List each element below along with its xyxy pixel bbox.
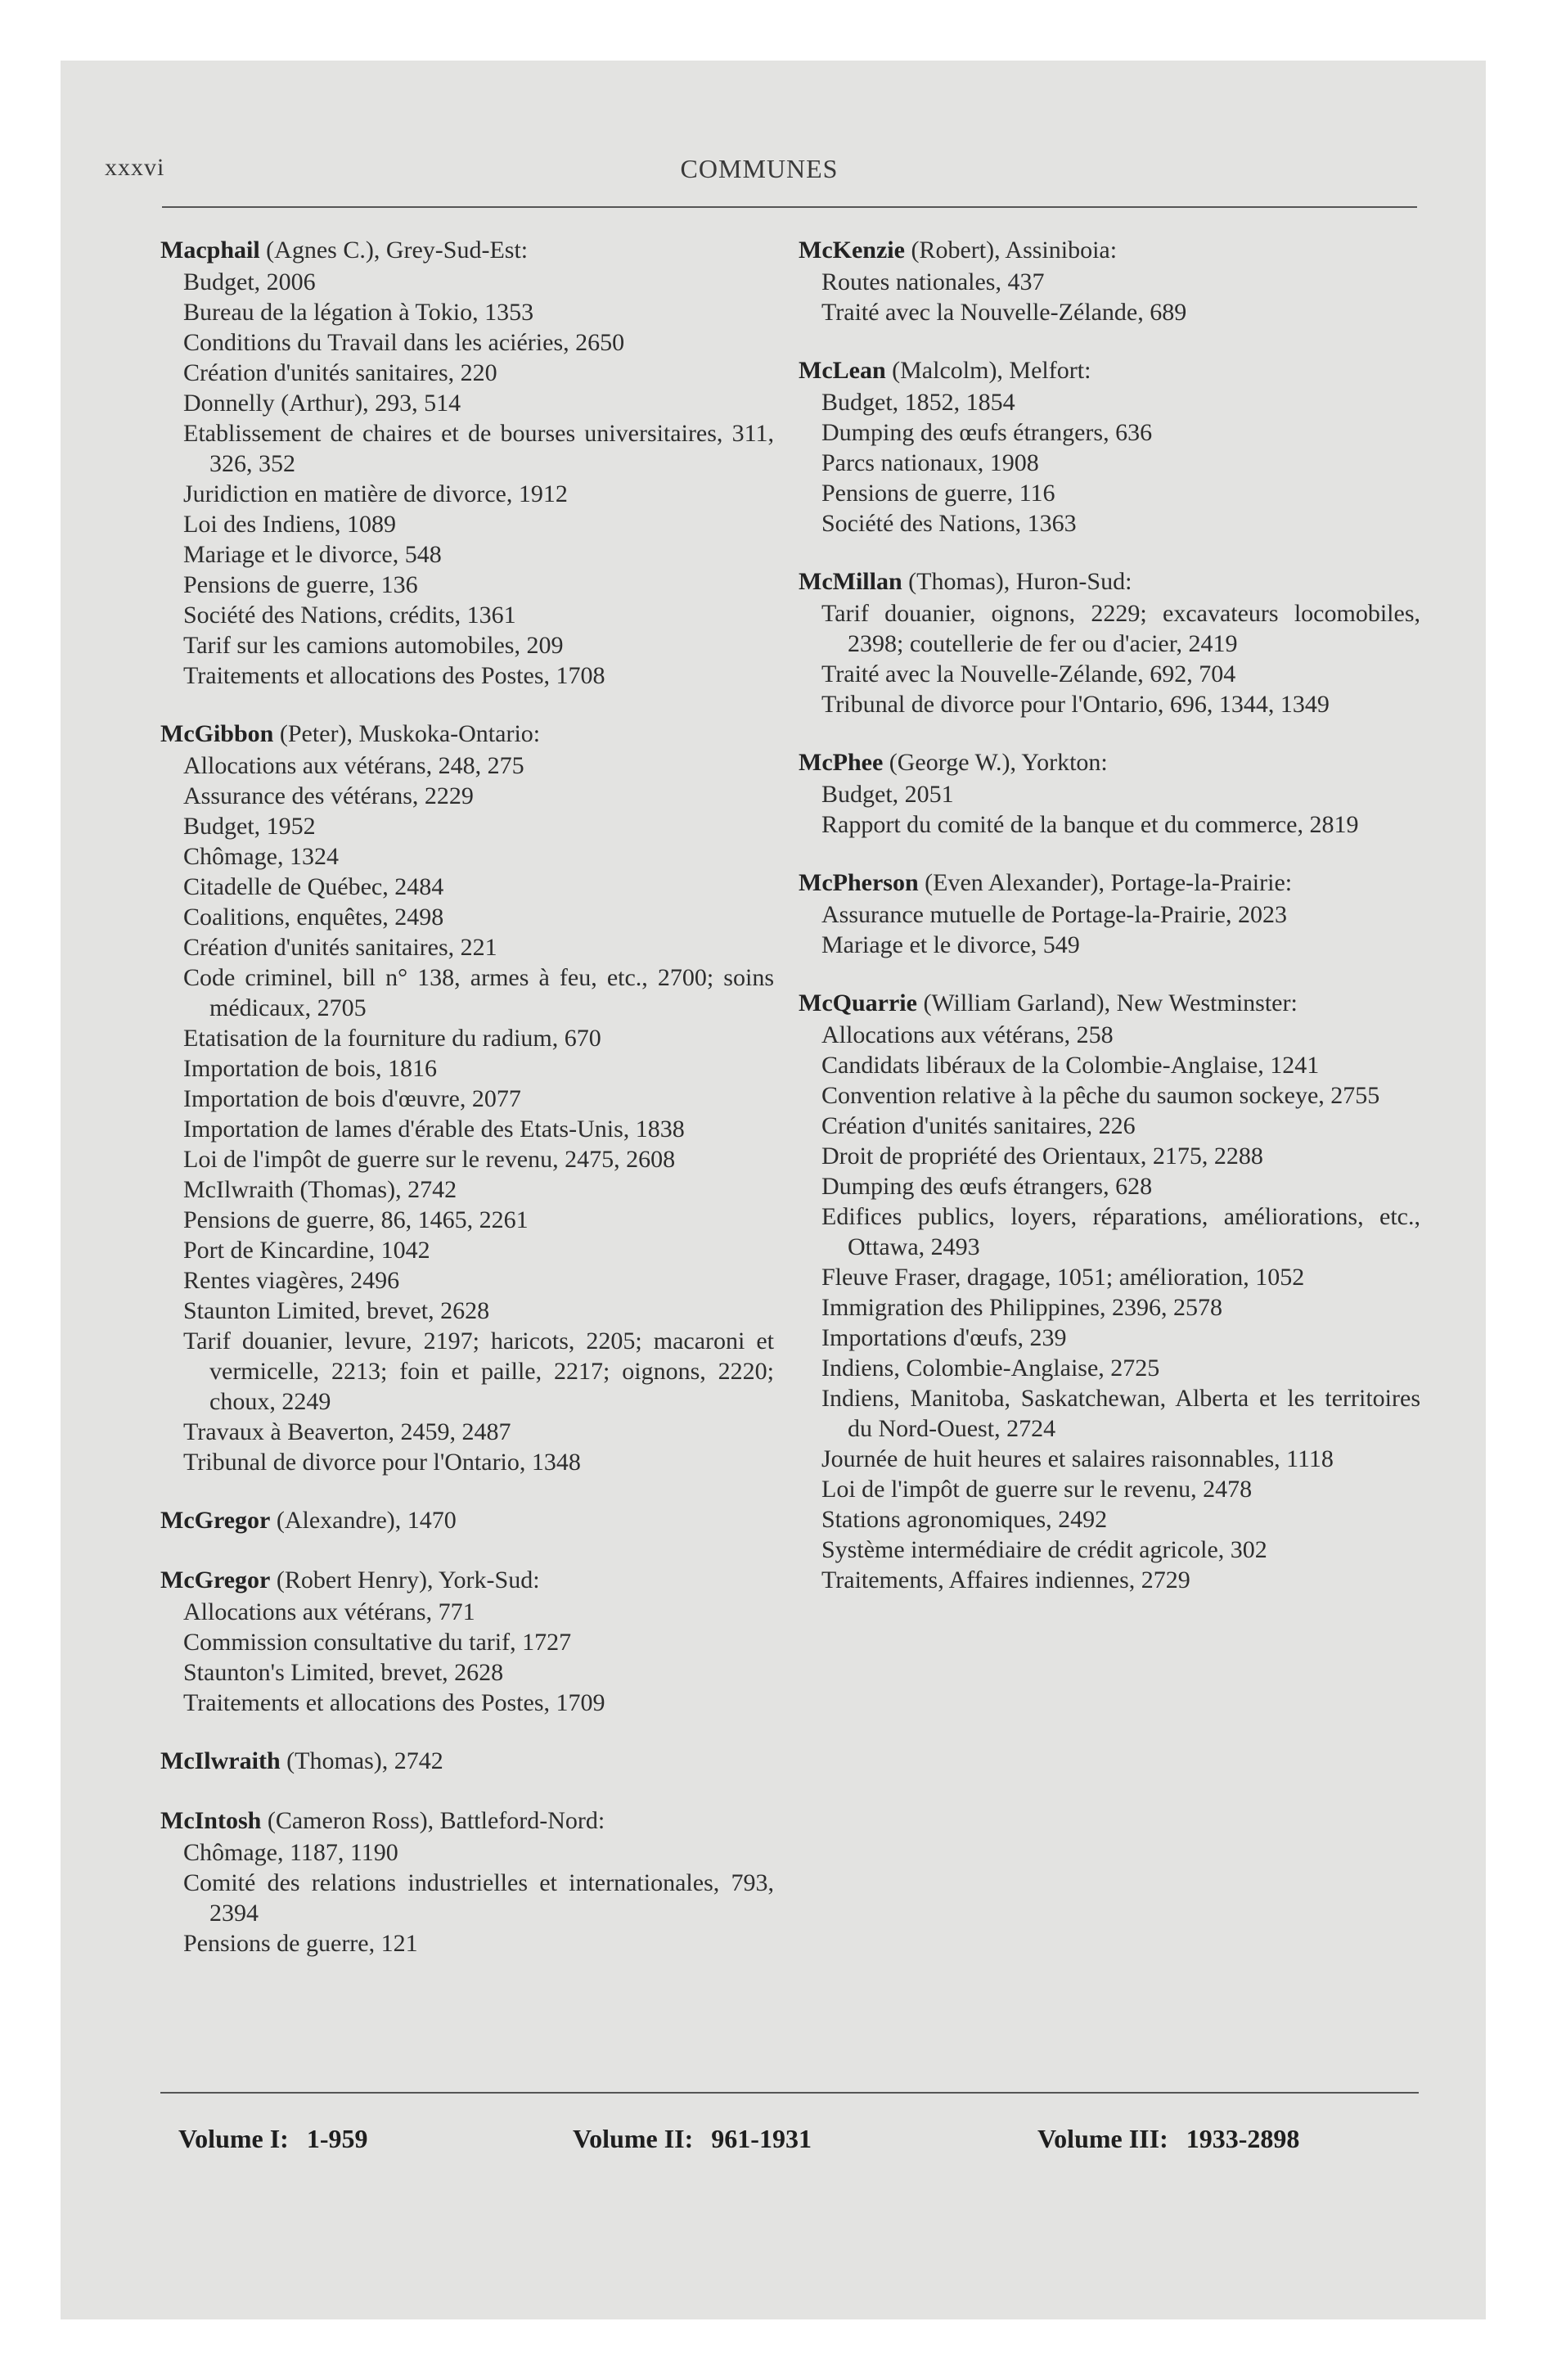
subject-line: Système intermédiaire de crédit agricole, 302 <box>821 1536 1267 1563</box>
subject-line: Tribunal de divorce pour l'Ontario, 696, 1344, 1349 <box>821 691 1330 718</box>
entry-heading <box>160 1805 774 1837</box>
subject-line: Budget, 2051 <box>821 781 954 808</box>
entry-heading <box>799 354 1420 387</box>
subject-line: McIlwraith (Thomas), 2742 <box>183 1176 457 1203</box>
entry-heading <box>160 1504 774 1537</box>
subject-line: Travaux à Beaverton, 2459, 2487 <box>183 1418 511 1445</box>
member-details: (Thomas), 2742 <box>280 1747 443 1774</box>
entry-heading <box>160 718 774 751</box>
subject-line: Commission consultative du tarif, 1727 <box>183 1629 572 1656</box>
member-name: McPhee <box>799 749 884 776</box>
subject-line: Pensions de guerre, 86, 1465, 2261 <box>183 1206 529 1233</box>
subject-line: Stations agronomiques, 2492 <box>821 1506 1108 1533</box>
entry-heading <box>799 867 1420 899</box>
index-entry <box>160 718 774 1477</box>
subject-line: Edifices publics, loyers, réparations, améliorations, etc., Ottawa, 2493 <box>821 1203 1420 1260</box>
member-details: (Thomas), Huron-Sud: <box>902 568 1132 595</box>
member-details: (Even Alexander), Portage-la-Prairie: <box>918 869 1293 896</box>
member-name: McIlwraith <box>160 1747 281 1774</box>
index-entry <box>799 354 1420 539</box>
footer-volume-1: Volume I: 1-959 <box>178 2124 368 2153</box>
member-name: McQuarrie <box>799 989 917 1016</box>
member-name: McGregor <box>160 1566 271 1593</box>
subject-line: Dumping des œufs étrangers, 636 <box>821 419 1153 446</box>
member-name: McMillan <box>799 568 902 595</box>
entry-heading <box>799 987 1420 1020</box>
subject-line: Importation de bois d'œuvre, 2077 <box>183 1085 521 1112</box>
subject-line: Etatisation de la fourniture du radium, 670 <box>183 1025 601 1052</box>
member-details: (Robert Henry), York-Sud: <box>270 1566 540 1593</box>
subject-line: Pensions de guerre, 116 <box>821 480 1055 507</box>
member-details: (William Garland), New Westminster: <box>916 989 1298 1016</box>
subject-line: Pensions de guerre, 121 <box>183 1930 418 1957</box>
subject-line: Création d'unités sanitaires, 220 <box>183 359 497 386</box>
member-details: (Robert), Assiniboia: <box>904 237 1118 264</box>
subject-line: Budget, 2006 <box>183 268 316 295</box>
subject-line: Fleuve Fraser, dragage, 1051; amélioration, 1052 <box>821 1264 1305 1291</box>
entry-heading <box>160 1564 774 1597</box>
subject-line: Traité avec la Nouvelle-Zélande, 689 <box>821 299 1187 326</box>
subject-line: Assurance mutuelle de Portage-la-Prairie, 2023 <box>821 901 1287 928</box>
entry-heading <box>160 234 774 267</box>
running-head <box>105 154 1414 193</box>
footer-volume-2: Volume II: 961-1931 <box>573 2124 812 2153</box>
subject-line: Immigration des Philippines, 2396, 2578 <box>821 1294 1222 1321</box>
subject-line: Création d'unités sanitaires, 226 <box>821 1112 1136 1139</box>
subject-line: Citadelle de Québec, 2484 <box>183 873 444 900</box>
page-folio: xxxvi <box>105 154 165 181</box>
subject-line: Indiens, Colombie-Anglaise, 2725 <box>821 1355 1160 1382</box>
subject-line: Assurance des vétérans, 2229 <box>183 782 474 809</box>
member-name: McGregor <box>160 1507 271 1534</box>
subject-line: Tarif douanier, levure, 2197; haricots, 2205; macaroni et vermicelle, 2213; foin et paille, 2217; oignons, 2220; choux, 2249 <box>183 1327 774 1415</box>
subject-line: Importations d'œufs, 239 <box>821 1324 1067 1351</box>
subject-line: Juridiction en matière de divorce, 1912 <box>183 480 568 507</box>
index-entry <box>160 1564 774 1718</box>
subject-line: Tarif sur les camions automobiles, 209 <box>183 632 564 659</box>
index-entry <box>799 566 1420 719</box>
index-entry <box>799 987 1420 1595</box>
member-name: McPherson <box>799 869 919 896</box>
subject-line: Traitements et allocations des Postes, 1708 <box>183 662 605 689</box>
subject-line: Mariage et le divorce, 549 <box>821 931 1080 958</box>
subject-line: Indiens, Manitoba, Saskatchewan, Alberta et les territoires du Nord-Ouest, 2724 <box>821 1385 1420 1442</box>
subject-line: Loi des Indiens, 1089 <box>183 511 396 538</box>
page-title: COMMUNES <box>680 154 839 183</box>
subject-line: Bureau de la légation à Tokio, 1353 <box>183 299 534 326</box>
entry-heading <box>799 234 1420 267</box>
subject-line: Rentes viagères, 2496 <box>183 1267 400 1294</box>
entry-heading <box>160 1745 774 1778</box>
subject-line: Chômage, 1187, 1190 <box>183 1839 398 1866</box>
member-details: (Cameron Ross), Battleford-Nord: <box>261 1807 605 1834</box>
subject-line: Comité des relations industrielles et internationales, 793, 2394 <box>183 1869 774 1927</box>
subject-line: Tarif douanier, oignons, 2229; excavateurs locomobiles, 2398; coutellerie de fer ou d'acier, 2419 <box>821 600 1420 657</box>
entry-heading <box>799 746 1420 779</box>
member-name: McLean <box>799 357 886 384</box>
subject-line: Coalitions, enquêtes, 2498 <box>183 904 444 931</box>
member-details: (Peter), Muskoka-Ontario: <box>273 720 541 747</box>
index-entry <box>160 1504 774 1537</box>
subject-line: Importation de lames d'érable des Etats-Unis, 1838 <box>183 1116 685 1143</box>
subject-line: Traité avec la Nouvelle-Zélande, 692, 704 <box>821 660 1236 687</box>
index-entry <box>799 234 1420 327</box>
subject-line: Importation de bois, 1816 <box>183 1055 437 1082</box>
subject-line: Chômage, 1324 <box>183 843 339 870</box>
index-entry <box>160 1745 774 1778</box>
subject-line: Candidats libéraux de la Colombie-Anglaise, 1241 <box>821 1052 1320 1079</box>
index-entry <box>160 1805 774 1959</box>
member-details: (Agnes C.), Grey-Sud-Est: <box>259 237 529 264</box>
index-entry <box>799 867 1420 960</box>
subject-line: Dumping des œufs étrangers, 628 <box>821 1173 1153 1200</box>
subject-line: Loi de l'impôt de guerre sur le revenu, 2475, 2608 <box>183 1146 676 1173</box>
subject-line: Code criminel, bill n° 138, armes à feu, etc., 2700; soins médicaux, 2705 <box>183 964 774 1021</box>
subject-line: Loi de l'impôt de guerre sur le revenu, 2478 <box>821 1476 1253 1503</box>
subject-line: Port de Kincardine, 1042 <box>183 1237 430 1264</box>
header-rule <box>162 206 1417 208</box>
subject-line: Convention relative à la pêche du saumon sockeye, 2755 <box>821 1082 1380 1109</box>
footer-rule <box>160 2092 1419 2094</box>
subject-line: Allocations aux vétérans, 248, 275 <box>183 752 524 779</box>
subject-line: Staunton Limited, brevet, 2628 <box>183 1297 490 1324</box>
index-column-left <box>160 234 774 1986</box>
subject-line: Budget, 1852, 1854 <box>821 389 1015 416</box>
subject-line: Traitements et allocations des Postes, 1709 <box>183 1689 605 1716</box>
footer-volume-3: Volume III: 1933-2898 <box>1037 2124 1300 2153</box>
member-name: McIntosh <box>160 1807 262 1834</box>
member-name: McKenzie <box>799 237 905 264</box>
subject-line: Tribunal de divorce pour l'Ontario, 1348 <box>183 1449 581 1476</box>
subject-line: Société des Nations, 1363 <box>821 510 1077 537</box>
subject-line: Société des Nations, crédits, 1361 <box>183 602 516 629</box>
subject-line: Conditions du Travail dans les aciéries, 2650 <box>183 329 625 356</box>
subject-line: Allocations aux vétérans, 771 <box>183 1598 475 1625</box>
subject-line: Journée de huit heures et salaires raisonnables, 1118 <box>821 1445 1334 1472</box>
subject-line: Allocations aux vétérans, 258 <box>821 1021 1114 1048</box>
index-entry <box>799 746 1420 840</box>
subject-line: Droit de propriété des Orientaux, 2175, 2288 <box>821 1143 1263 1170</box>
subject-line: Traitements, Affaires indiennes, 2729 <box>821 1566 1190 1593</box>
subject-line: Parcs nationaux, 1908 <box>821 449 1039 476</box>
subject-line: Création d'unités sanitaires, 221 <box>183 934 497 961</box>
subject-line: Routes nationales, 437 <box>821 268 1045 295</box>
subject-line: Staunton's Limited, brevet, 2628 <box>183 1659 504 1686</box>
member-details: (Alexandre), 1470 <box>270 1507 457 1534</box>
member-name: Macphail <box>160 237 260 264</box>
subject-line: Etablissement de chaires et de bourses universitaires, 311, 326, 352 <box>183 420 774 477</box>
subject-line: Mariage et le divorce, 548 <box>183 541 442 568</box>
member-details: (George W.), Yorkton: <box>883 749 1108 776</box>
member-name: McGibbon <box>160 720 274 747</box>
subject-line: Budget, 1952 <box>183 813 316 840</box>
entry-heading <box>799 566 1420 598</box>
member-details: (Malcolm), Melfort: <box>885 357 1091 384</box>
subject-line: Pensions de guerre, 136 <box>183 571 418 598</box>
index-entry <box>160 234 774 691</box>
subject-line: Donnelly (Arthur), 293, 514 <box>183 390 461 417</box>
index-column-right <box>799 234 1420 1622</box>
subject-line: Rapport du comité de la banque et du commerce, 2819 <box>821 811 1359 838</box>
